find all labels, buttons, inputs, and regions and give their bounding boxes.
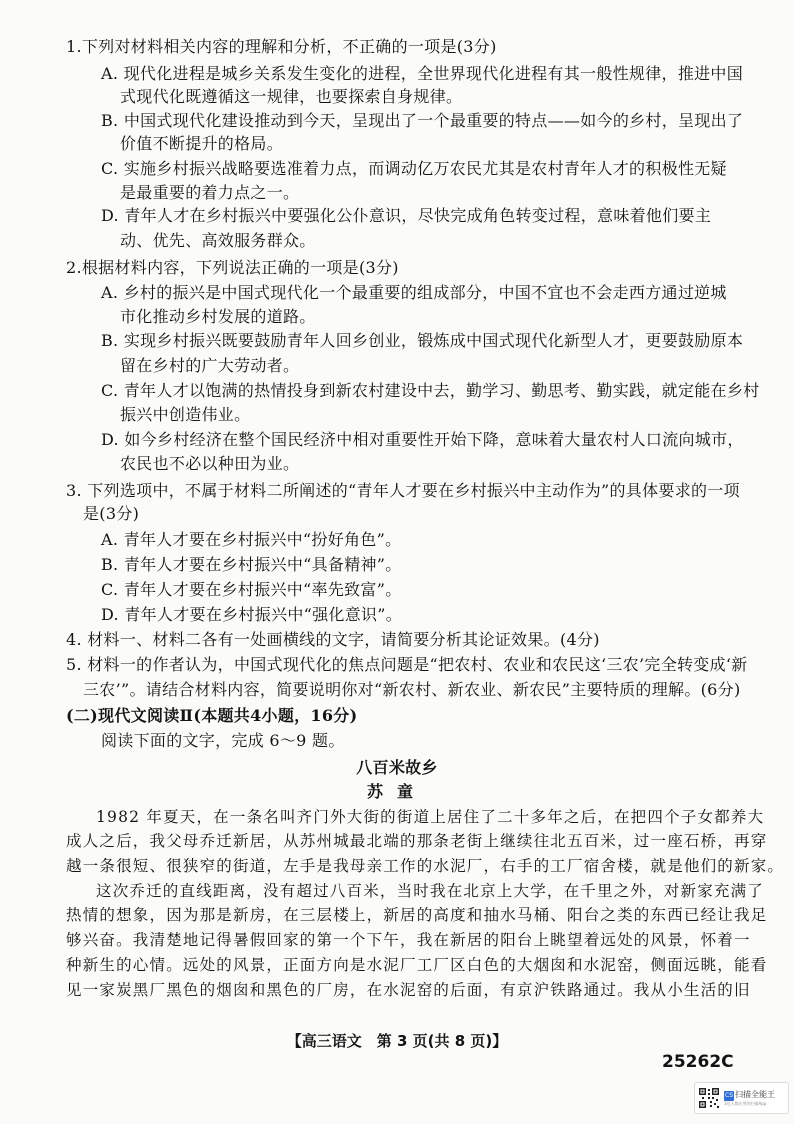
q2-stem: 2.根据材料内容，下列说法正确的一项是(3分) [66,258,399,277]
paragraph-line: 见一家炭黑厂黑色的烟囱和黑色的厂房，在水泥窑的后面，有京沪铁路通过。我从小生活的旧 [66,981,751,999]
section-heading: (二)现代文阅读Ⅱ(本题共4小题，16分) [66,706,358,725]
q2-option-c-cont: 振兴中创造伟业。 [120,405,251,424]
paragraph-line: 热情的想象，因为那是新房，在三层楼上，新居的高度和抽水马桶、阳台之类的东西已经让我足 [66,906,768,924]
q3-option-d: D. 青年人才要在乡村振兴中“强化意识”。 [101,605,403,624]
q3-option-c: C. 青年人才要在乡村振兴中“率先致富”。 [101,580,402,599]
q4-stem: 4. 材料一、材料二各有一处画横线的文字，请简要分析其论证效果。(4分) [66,630,600,649]
scanner-app-tagline: 3亿人都在用的扫描App [724,1100,767,1106]
paragraph-line: 种新生的心情。远处的风景，正面方向是水泥厂工厂区白色的大烟囱和水泥窑，侧面远眺，能看 [66,956,768,974]
qr-code-icon [698,1087,720,1109]
scanner-app-name [724,1090,775,1101]
q1-option-b-cont: 价值不断提升的格局。 [120,134,284,153]
q1-option-d-cont: 动、优先、高效服务群众。 [120,231,316,250]
q3-option-b: B. 青年人才要在乡村振兴中“具备精神”。 [101,555,402,574]
page-footer: 【高三语文 第 3 页(共 8 页)】 [286,1032,508,1050]
q2-option-a-cont: 市化推动乡村发展的道路。 [120,307,316,326]
paragraph-line: 越一条很短、很狭窄的街道，左手是我母亲工作的水泥厂，右手的工厂宿舍楼，就是他们的新家。 [66,857,785,875]
q1-option-d: D. 青年人才在乡村振兴中要强化公仆意识，尽快完成角色转变过程，意味着他们要主 [101,206,712,225]
q2-option-c: C. 青年人才以饱满的热情投身到新农村建设中去，勤学习、勤思考、勤实践，就定能在乡村 [101,381,760,400]
q5-stem-cont: 三农’”。请结合材料内容，简要说明你对“新农村、新农业、新农民”主要特质的理解。(6分) [83,680,741,699]
camscanner-logo-icon: CS [725,1091,733,1099]
exam-code: 25262C [662,1052,734,1072]
article-author: 苏童 [366,782,427,801]
paragraph-line: 成人之后，我父母乔迁新居，从苏州城最北端的那条老街上继续往北五百米，过一座石桥，再穿 [66,832,768,850]
q1-option-b: B. 中国式现代化建设推动到今天，呈现出了一个最重要的特点——如今的乡村，呈现出了 [101,111,744,130]
q1-stem: 1.下列对材料相关内容的理解和分析，不正确的一项是(3分) [66,37,497,56]
scanner-watermark [694,1082,789,1114]
q1-option-c: C. 实施乡村振兴战略要选准着力点，而调动亿万农民尤其是农村青年人才的积极性无疑 [101,159,727,178]
q3-option-a: A. 青年人才要在乡村振兴中“扮好角色”。 [101,530,402,549]
q3-stem-cont: 是(3分) [83,504,140,523]
q3-stem: 3. 下列选项中，不属于材料二所阐述的“青年人才要在乡村振兴中主动作为”的具体要求的一项 [66,481,740,500]
paragraph-line: 1982 年夏天，在一条名叫齐门外大街的街道上居住了二十多年之后，在把四个子女都养大 [96,808,765,826]
q1-option-a-cont: 式现代化既遵循这一规律，也要探索自身规律。 [120,87,463,106]
q2-option-d-cont: 农民也不必以种田为业。 [120,454,300,473]
q2-option-d: D. 如今乡村经济在整个国民经济中相对重要性开始下降，意味着大量农村人口流向城市， [101,430,744,449]
q1-option-a: A. 现代化进程是城乡关系发生变化的进程，全世界现代化进程有其一般性规律，推进中国 [101,64,744,83]
section-instruction: 阅读下面的文字，完成 6～9 题。 [101,731,345,750]
q5-stem: 5. 材料一的作者认为，中国式现代化的焦点问题是“把农村、农业和农民这‘三农’完全转变成‘新 [66,655,748,674]
paragraph-line: 这次乔迁的直线距离，没有超过八百米，当时我在北京上大学，在千里之外，对新家充满了 [96,882,765,900]
article-title: 八百米故乡 [356,758,438,777]
q2-option-b: B. 实现乡村振兴既要鼓励青年人回乡创业，锻炼成中国式现代化新型人才，更要鼓励原本 [101,331,744,350]
scanner-app-title: 扫描全能王 [735,1089,775,1099]
paragraph-line: 够兴奋。我清楚地记得暑假回家的第一个下午，我在新居的阳台上眺望着远处的风景，怀着一 [66,931,751,949]
q2-option-b-cont: 留在乡村的广大劳动者。 [120,356,300,375]
q2-option-a: A. 乡村的振兴是中国式现代化一个最重要的组成部分，中国不宜也不会走西方通过逆城 [101,283,727,302]
q1-option-c-cont: 是最重要的着力点之一。 [120,183,300,202]
